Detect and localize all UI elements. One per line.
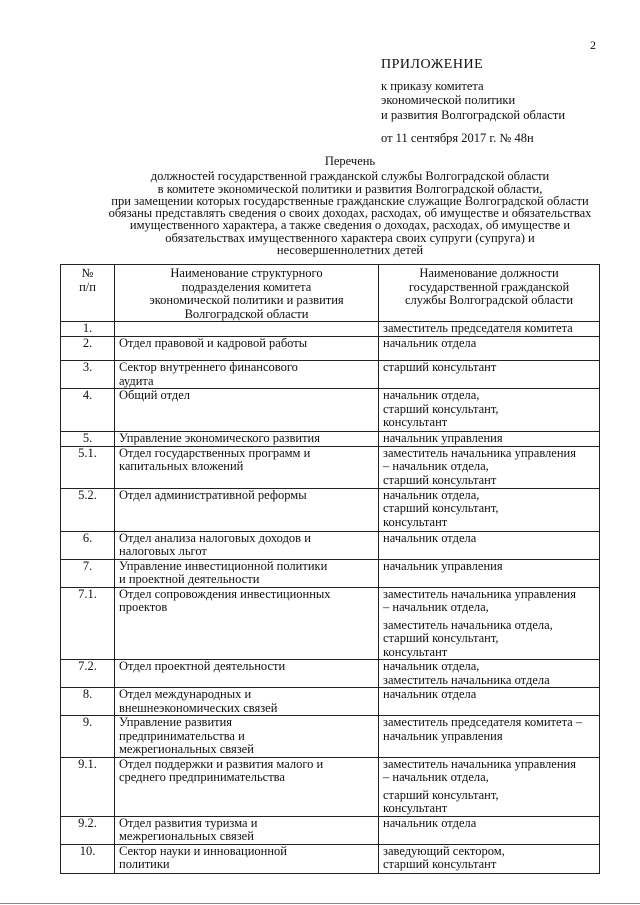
position-cell bbox=[379, 322, 600, 337]
table-row bbox=[61, 322, 600, 337]
title-heading: Перечень bbox=[324, 154, 376, 168]
division-line: Отдел проектной деятельности bbox=[119, 659, 286, 673]
division-cell bbox=[115, 757, 379, 816]
position-line: начальник отдела, bbox=[383, 388, 480, 402]
division-line: капитальных вложений bbox=[119, 459, 244, 473]
position-cell bbox=[379, 337, 600, 361]
row-number: 9.2. bbox=[61, 816, 115, 844]
appendix-line: экономической политики bbox=[381, 93, 516, 107]
division-line: Отдел государственных программ и bbox=[119, 446, 311, 460]
division-line: внешнеэкономических связей bbox=[119, 700, 278, 715]
position-line: консультант bbox=[383, 801, 448, 815]
position-cell bbox=[379, 531, 600, 559]
table-row bbox=[61, 389, 600, 432]
position-line: начальник управления bbox=[383, 728, 503, 743]
appendix-date: от 11 сентября 2017 г. № 48н bbox=[381, 131, 534, 145]
row-number: 10. bbox=[61, 844, 115, 873]
page-bottom-edge bbox=[0, 903, 640, 904]
division-cell bbox=[115, 531, 379, 559]
header-text: государственной гражданской bbox=[408, 279, 570, 294]
position-line: заведующий сектором, bbox=[383, 844, 505, 858]
row-number: 9.1. bbox=[61, 757, 115, 816]
division-cell bbox=[115, 587, 379, 660]
title-line: должностей государственной гражданской службы Волгоградской области bbox=[150, 169, 550, 184]
division-cell bbox=[115, 844, 379, 873]
position-line: старший консультант, bbox=[383, 501, 499, 515]
page-number: 2 bbox=[590, 38, 596, 52]
position-line: начальник управления bbox=[383, 559, 503, 573]
division-line: Отдел международных и bbox=[119, 687, 252, 701]
header-text: Наименование структурного bbox=[170, 266, 323, 280]
position-line: заместитель начальника отдела, bbox=[383, 617, 553, 632]
row-number: 2. bbox=[61, 337, 115, 361]
header-position bbox=[379, 265, 600, 322]
division-line: Отдел анализа налоговых доходов и bbox=[119, 531, 311, 545]
document-title bbox=[60, 155, 640, 256]
division-line: Сектор науки и инновационной bbox=[119, 844, 287, 858]
appendix-line: к приказу комитета bbox=[381, 78, 484, 93]
header-text: подразделения комитета bbox=[181, 279, 312, 294]
table-row bbox=[61, 531, 600, 559]
division-line: аудита bbox=[119, 373, 154, 388]
appendix-block bbox=[381, 58, 565, 146]
table-row bbox=[61, 488, 600, 531]
position-line: старший консультант, bbox=[383, 787, 499, 802]
header-text: № bbox=[81, 266, 94, 280]
header-text: службы Волгоградской области bbox=[404, 293, 574, 307]
division-cell bbox=[115, 337, 379, 361]
position-line: заместитель начальника управления bbox=[383, 587, 576, 601]
division-line: Управление экономического развития bbox=[119, 431, 320, 445]
position-line: старший консультант bbox=[383, 857, 497, 871]
title-line: обязательствах имущественного характера своих супруги (супруга) и bbox=[165, 230, 535, 245]
position-cell bbox=[379, 587, 600, 660]
position-line: начальник отдела, bbox=[383, 659, 480, 673]
row-number: 1. bbox=[61, 322, 115, 337]
division-line: проектов bbox=[119, 600, 168, 614]
row-number: 6. bbox=[61, 531, 115, 559]
title-line: несовершеннолетних детей bbox=[276, 243, 424, 258]
appendix-heading: ПРИЛОЖЕНИЕ bbox=[381, 57, 484, 72]
position-cell bbox=[379, 446, 600, 488]
table-row bbox=[61, 559, 600, 587]
table-row bbox=[61, 716, 600, 758]
position-line: старший консультант bbox=[383, 472, 497, 487]
header-division bbox=[115, 265, 379, 322]
table-row bbox=[61, 587, 600, 660]
row-number: 3. bbox=[61, 361, 115, 389]
position-cell bbox=[379, 559, 600, 587]
table-row bbox=[61, 432, 600, 447]
division-cell bbox=[115, 322, 379, 337]
division-line: Отдел сопровождения инвестиционных bbox=[119, 587, 331, 601]
table-row bbox=[61, 446, 600, 488]
title-line: в комитете экономической политики и развития Волгоградской области, bbox=[157, 181, 543, 196]
positions-table bbox=[60, 264, 600, 874]
division-line: Общий отдел bbox=[119, 388, 191, 402]
division-line: политики bbox=[119, 857, 170, 871]
division-cell bbox=[115, 816, 379, 844]
division-cell bbox=[115, 688, 379, 716]
header-text: Волгоградской области bbox=[184, 306, 309, 321]
header-text: Наименование должности bbox=[419, 266, 559, 280]
position-line: начальник отдела bbox=[383, 336, 477, 350]
position-line: старший консультант, bbox=[383, 401, 499, 416]
row-number: 7.1. bbox=[61, 587, 115, 660]
position-cell bbox=[379, 488, 600, 531]
position-cell bbox=[379, 716, 600, 758]
position-line: начальник отдела bbox=[383, 687, 477, 701]
position-line: заместитель начальника управления bbox=[383, 757, 576, 771]
position-line: заместитель председателя комитета bbox=[383, 321, 573, 335]
table-row bbox=[61, 757, 600, 816]
header-text: экономической политики и развития bbox=[149, 293, 344, 307]
appendix-line: и развития Волгоградской области bbox=[381, 107, 566, 122]
row-number: 4. bbox=[61, 389, 115, 432]
position-cell bbox=[379, 660, 600, 688]
position-line: консультант bbox=[383, 415, 448, 429]
division-cell bbox=[115, 361, 379, 389]
table-row bbox=[61, 660, 600, 688]
position-cell bbox=[379, 389, 600, 432]
division-line: предпринимательства и bbox=[119, 728, 245, 743]
table-row bbox=[61, 844, 600, 873]
division-line: и проектной деятельности bbox=[119, 572, 260, 586]
position-line: начальник управления bbox=[383, 431, 503, 445]
position-cell bbox=[379, 816, 600, 844]
table-row bbox=[61, 337, 600, 361]
table-row bbox=[61, 688, 600, 716]
division-line: Отдел развития туризма и bbox=[119, 816, 258, 830]
division-line: Сектор внутреннего финансового bbox=[119, 360, 298, 374]
table-header-row bbox=[61, 265, 600, 322]
position-line: – начальник отдела, bbox=[383, 600, 489, 614]
position-line: начальник отдела, bbox=[383, 488, 480, 502]
row-number: 9. bbox=[61, 716, 115, 758]
header-text: п/п bbox=[79, 279, 96, 294]
table-row bbox=[61, 361, 600, 389]
division-line: Отдел поддержки и развития малого и bbox=[119, 757, 324, 771]
position-line: начальник отдела bbox=[383, 816, 477, 830]
position-line: консультант bbox=[383, 514, 448, 529]
position-line: консультант bbox=[383, 644, 448, 659]
division-cell bbox=[115, 716, 379, 758]
header-num bbox=[61, 265, 115, 322]
division-cell bbox=[115, 660, 379, 688]
division-line: Управление развития bbox=[119, 715, 233, 729]
row-number: 7. bbox=[61, 559, 115, 587]
position-line: заместитель председателя комитета – bbox=[383, 715, 583, 729]
position-line: – начальник отдела, bbox=[383, 770, 489, 784]
position-cell bbox=[379, 432, 600, 447]
division-line: межрегиональных связей bbox=[119, 742, 254, 756]
title-line: при замещении которых государственные гражданские служащие Волгоградской области bbox=[111, 193, 589, 208]
position-line: старший консультант, bbox=[383, 631, 499, 645]
division-line: Управление инвестиционной политики bbox=[119, 559, 328, 573]
row-number: 5.2. bbox=[61, 488, 115, 531]
division-cell bbox=[115, 389, 379, 432]
position-cell bbox=[379, 688, 600, 716]
table-row bbox=[61, 816, 600, 844]
position-line: заместитель начальника отдела bbox=[383, 672, 550, 687]
division-line: среднего предпринимательства bbox=[119, 770, 285, 784]
division-line: налоговых льгот bbox=[119, 544, 207, 558]
title-line: обязаны представлять сведения о своих доходах, расходах, об имуществе и обязательствах bbox=[108, 206, 592, 221]
row-number: 5.1. bbox=[61, 446, 115, 488]
row-number: 8. bbox=[61, 688, 115, 716]
position-line: – начальник отдела, bbox=[383, 459, 489, 473]
position-cell bbox=[379, 844, 600, 873]
row-number: 5. bbox=[61, 432, 115, 447]
position-cell bbox=[379, 757, 600, 816]
division-cell bbox=[115, 432, 379, 447]
title-line: имущественного характера, а также сведения о доходах, расходах, об имуществе и bbox=[129, 218, 571, 233]
division-cell bbox=[115, 559, 379, 587]
division-line: Отдел административной реформы bbox=[119, 488, 307, 502]
division-line: межрегиональных связей bbox=[119, 829, 254, 843]
division-line: Отдел правовой и кадровой работы bbox=[119, 336, 308, 350]
position-line: начальник отдела bbox=[383, 531, 477, 545]
position-cell bbox=[379, 361, 600, 389]
position-line: заместитель начальника управления bbox=[383, 446, 576, 460]
division-cell bbox=[115, 446, 379, 488]
division-cell bbox=[115, 488, 379, 531]
position-line: старший консультант bbox=[383, 360, 497, 374]
row-number: 7.2. bbox=[61, 660, 115, 688]
